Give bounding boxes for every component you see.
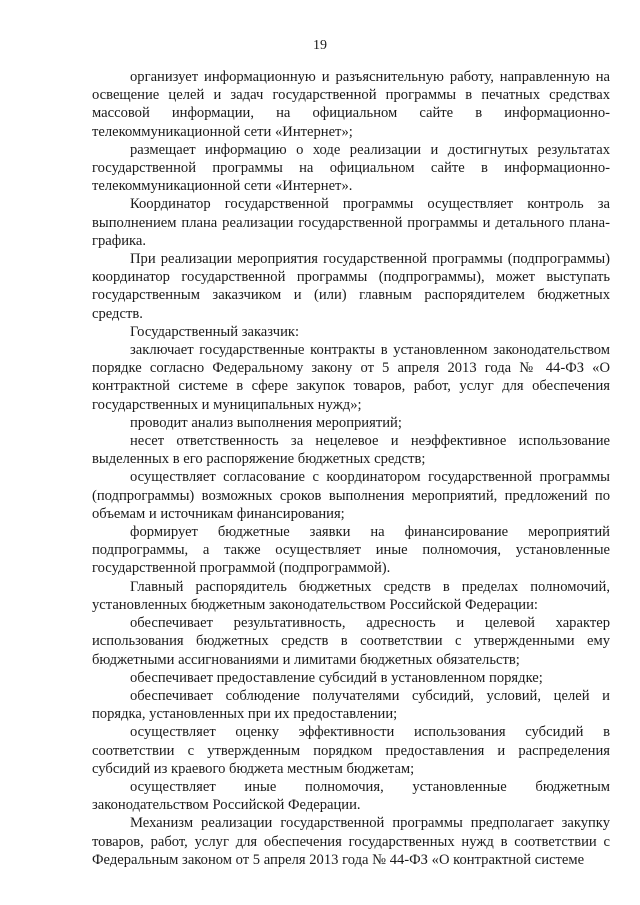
paragraph: проводит анализ выполнения мероприятий;: [130, 414, 402, 431]
paragraph: Главный распорядитель бюджетных средств в пределах полномочий, установленных бюджетным законодательством Российской Федерации:: [92, 578, 610, 613]
paragraph: размещает информацию о ходе реализации и достигнутых результатах государственной программы на официальном сайте в информационно-телекоммуникационной сети «Интернет».: [92, 141, 610, 195]
paragraph: организует информационную и разъяснительную работу, направленную на освещение целей и задач государственной программы в печатных средствах массовой информации, на официальном сайте в информационно-телекоммуникационной сети «Интернет»;: [92, 69, 610, 140]
paragraph: осуществляет оценку эффективности использования субсидий в соответствии с утвержденным порядком предоставления и распределения субсидий из краевого бюджета местным бюджетам;: [92, 724, 610, 777]
page-number: 19: [313, 38, 327, 53]
paragraph: обеспечивает результативность, адресность и целевой характер использования бюджетных средств в соответствии с утвержденными ему бюджетными ассигнованиями и лимитами бюджетных обязательств;: [92, 615, 610, 668]
paragraph: формирует бюджетные заявки на финансирование мероприятий подпрограммы, а также осуществляет иные полномочия, установленные государственной программой (подпрограммой).: [92, 524, 610, 577]
paragraph: заключает государственные контракты в установленном законодательством порядке согласно Федеральному закону от 5 апреля 2013 года № 44-ФЗ «О контрактной системе в сфере закупок товаров, работ, услуг для обеспечения государственных и муниципальных нужд»;: [92, 342, 610, 413]
paragraph: осуществляет согласование с координатором государственной программы (подпрограммы) возможных сроков выполнения мероприятий, предложений по объемам и источникам финансирования;: [92, 469, 610, 522]
paragraph: Координатор государственной программы осуществляет контроль за выполнением плана реализации государственной программы и детального плана-графика.: [92, 196, 610, 249]
document-body: [92, 68, 610, 869]
paragraph: Механизм реализации государственной программы предполагает закупку товаров, работ, услуг для обеспечения государственных нужд в соответствии с Федеральным законом от 5 апреля 2013 года № 44-ФЗ «О контрактной системе: [92, 815, 610, 868]
paragraph: Государственный заказчик:: [130, 323, 300, 340]
paragraph: осуществляет иные полномочия, установленные бюджетным законодательством Российской Федерации.: [92, 778, 610, 814]
paragraph: обеспечивает предоставление субсидий в установленном порядке;: [130, 669, 543, 686]
paragraph: несет ответственность за нецелевое и неэффективное использование выделенных в его распоряжение бюджетных средств;: [92, 433, 610, 468]
paragraph: При реализации мероприятия государственной программы (подпрограммы) координатор государственной программы (подпрограммы), может выступать государственным заказчиком и (или) главным распорядителем бюджетных средств.: [92, 251, 610, 322]
paragraph: обеспечивает соблюдение получателями субсидий, условий, целей и порядка, установленных при их предоставлении;: [92, 687, 610, 723]
